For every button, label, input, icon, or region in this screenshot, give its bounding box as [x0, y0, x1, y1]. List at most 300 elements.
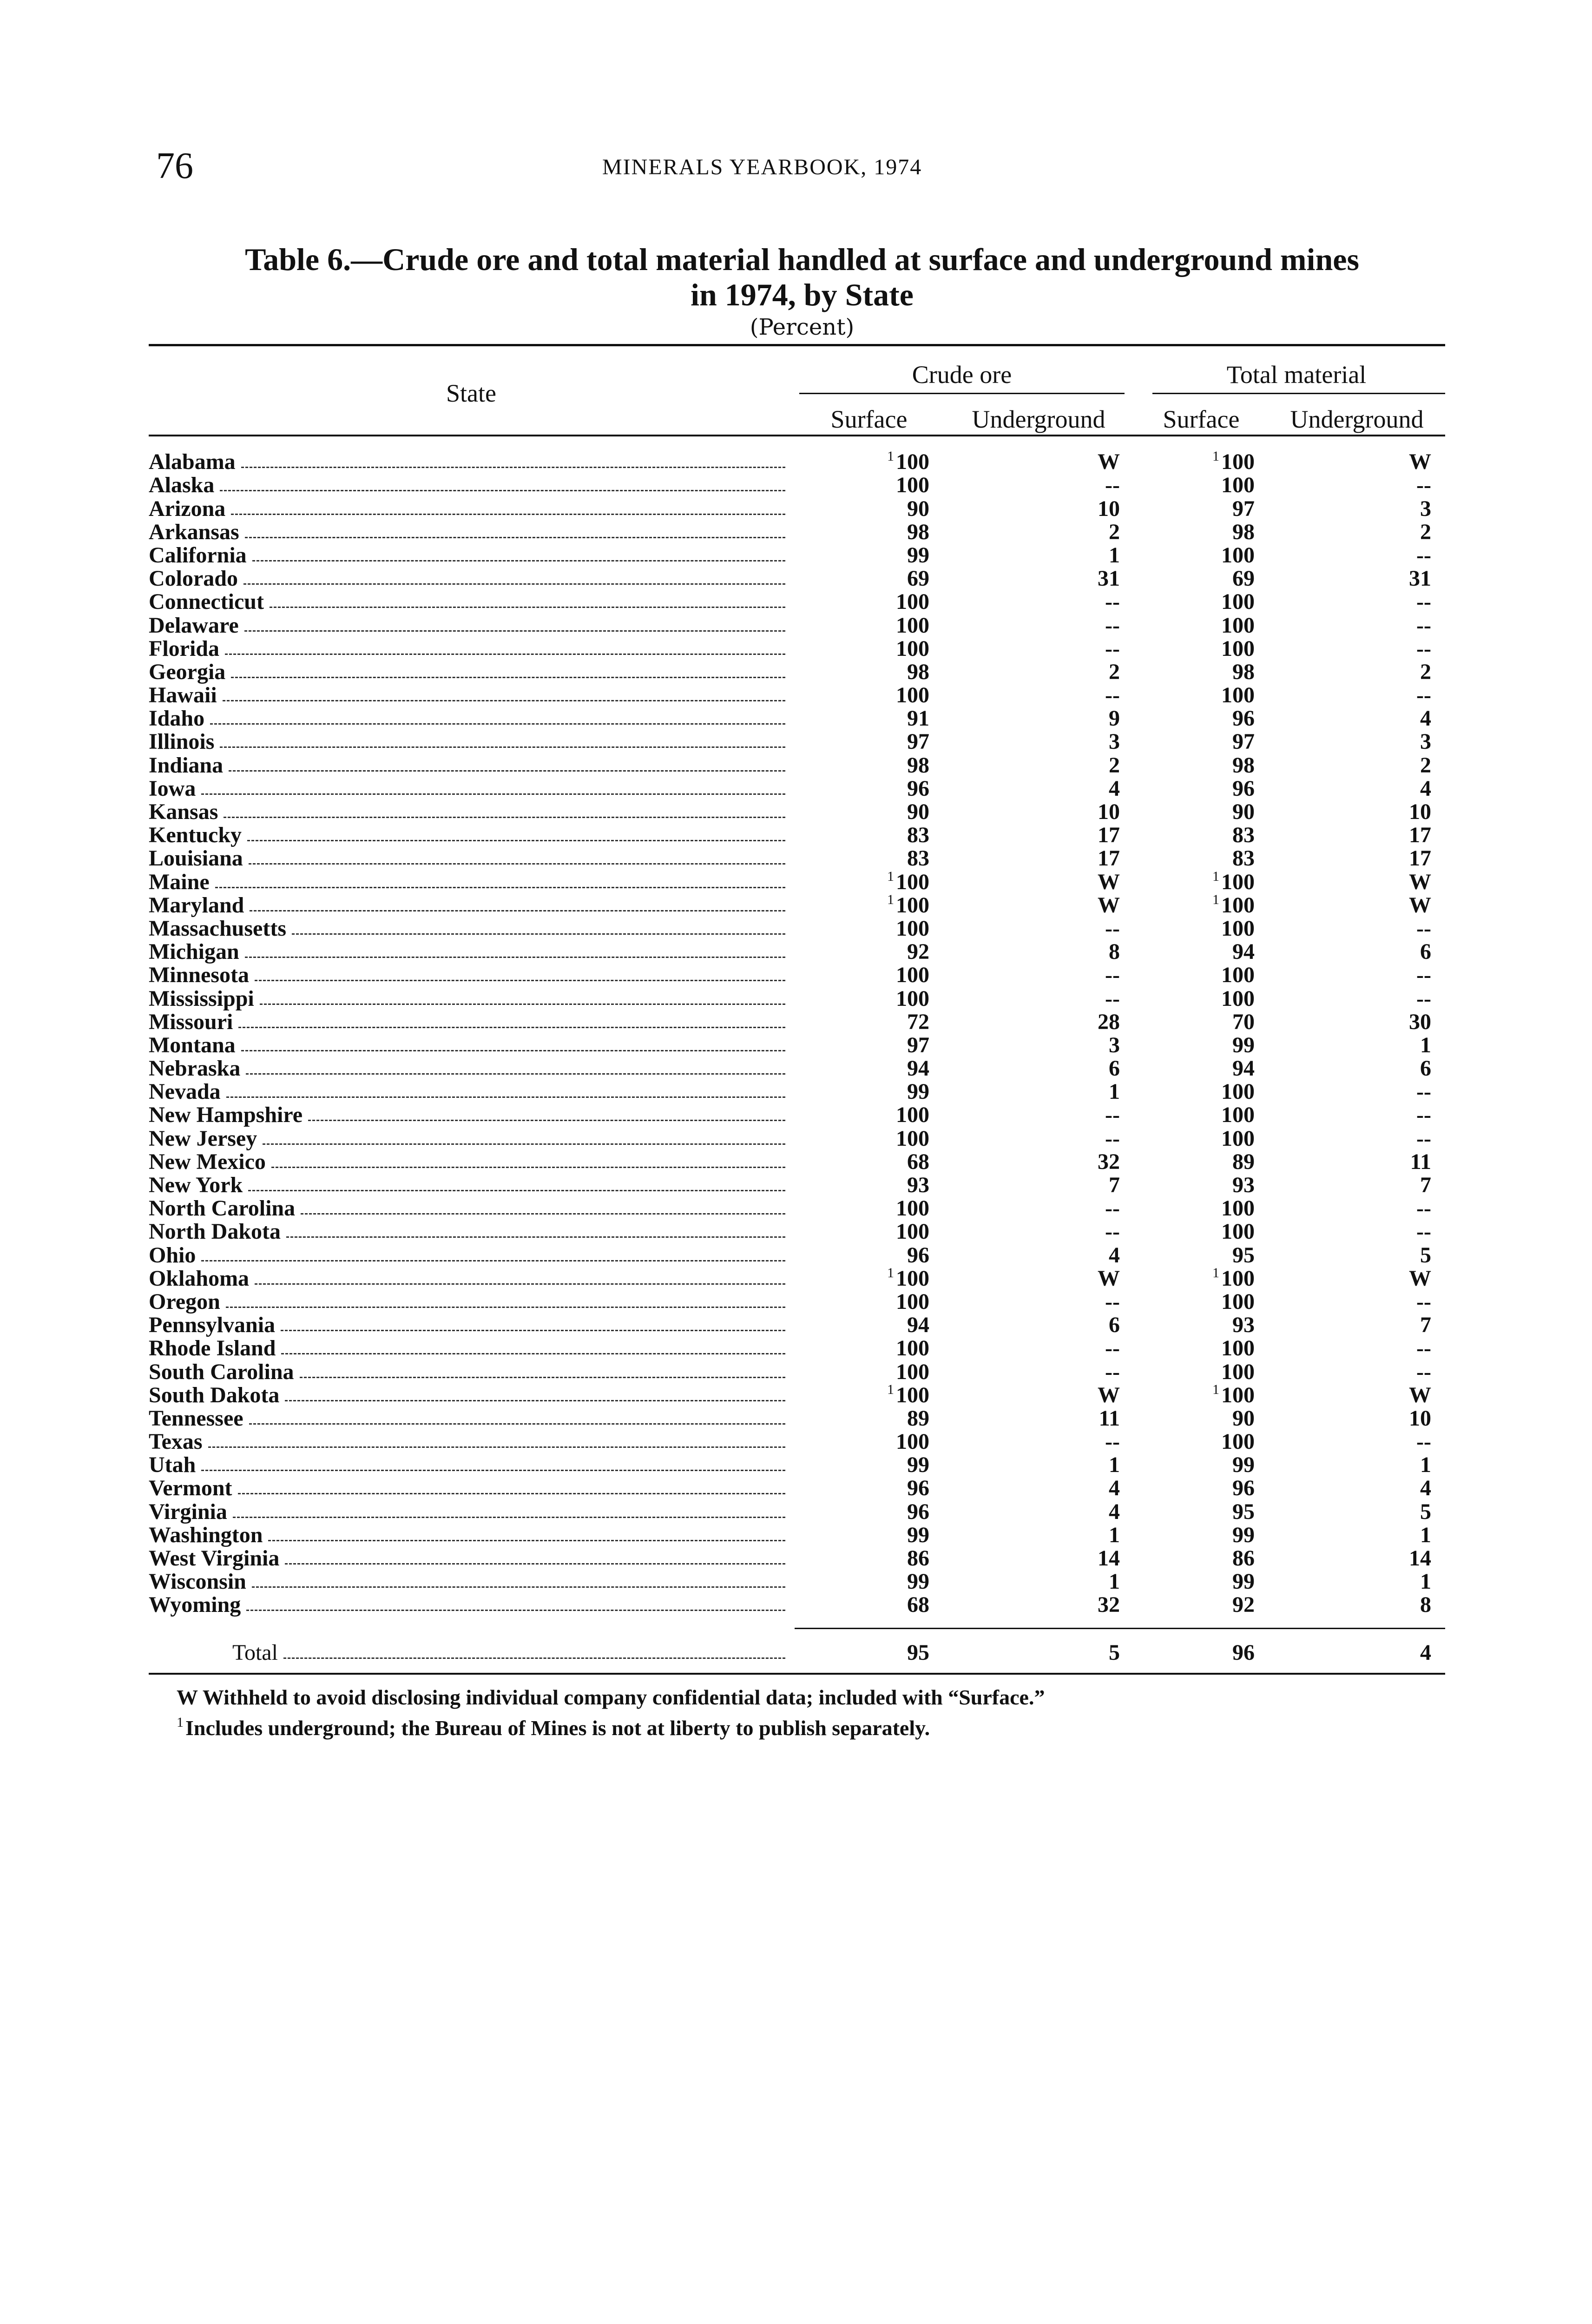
state-name: Mississippi	[149, 987, 254, 1010]
crude-underground-value: W	[1098, 1382, 1120, 1407]
state-cell	[149, 1034, 795, 1057]
total-surface-value: 99	[1232, 1522, 1255, 1547]
crude-surface-value: 100	[896, 589, 929, 614]
crude-underground-value: --	[1105, 1219, 1120, 1244]
leader-dots	[285, 1400, 785, 1401]
table-unit-subtitle: (Percent)	[750, 314, 855, 340]
leader-dots	[300, 1377, 785, 1378]
leader-dots	[231, 514, 785, 515]
state-column-header: State	[446, 379, 496, 407]
total-underground-value: 14	[1409, 1546, 1431, 1571]
total-surface-value: 100	[1221, 963, 1255, 988]
crude-surface-value: 68	[907, 1592, 929, 1618]
crude-surface-value: 100	[896, 869, 929, 894]
state-cell	[149, 1103, 795, 1127]
total-surface-value: 100	[1221, 473, 1255, 498]
crude-surface-value: 100	[896, 963, 929, 988]
state-cell	[149, 1360, 795, 1384]
crude-surface-value: 89	[907, 1406, 929, 1431]
total-underground-value: 8	[1420, 1592, 1431, 1618]
state-cell	[149, 590, 795, 614]
leader-dots	[246, 1610, 785, 1611]
crude-surface-value: 97	[907, 729, 929, 754]
total-underground-value: 7	[1420, 1313, 1431, 1338]
total-surface-value: 99	[1232, 1032, 1255, 1057]
leader-dots	[233, 1517, 785, 1518]
table-bottom-rule	[149, 1673, 1445, 1675]
page-number: 76	[156, 145, 193, 186]
state-name: Ohio	[149, 1243, 196, 1267]
crude-surface-value: 91	[907, 706, 929, 731]
crude-underground-value: --	[1105, 1359, 1120, 1384]
crude-surface-value: 100	[896, 892, 929, 918]
crude-surface-value: 83	[907, 823, 929, 848]
total-underground-value: --	[1416, 1289, 1431, 1314]
crude-surface-value: 100	[896, 1196, 929, 1221]
leader-dots	[201, 1260, 785, 1261]
total-underground-value: 17	[1409, 846, 1431, 871]
total-underground-value: W	[1409, 892, 1431, 918]
state-name: Rhode Island	[149, 1337, 276, 1360]
state-name: Idaho	[149, 707, 205, 731]
state-cell	[149, 1010, 795, 1034]
state-name: Minnesota	[149, 964, 249, 987]
crude-surface-value: 100	[896, 473, 929, 498]
footnote-marker: 1	[1212, 449, 1219, 464]
total-surface-value: 100	[1221, 636, 1255, 661]
state-cell	[149, 1430, 795, 1453]
total-underground-value: --	[1416, 963, 1431, 988]
leader-dots	[245, 537, 785, 538]
state-name: Montana	[149, 1033, 236, 1057]
crude-surface-value: 94	[907, 1313, 929, 1338]
crude-surface-value: 96	[907, 1242, 929, 1268]
crude-underground-value: --	[1105, 1103, 1120, 1128]
crude-underground-value: 10	[1098, 799, 1120, 824]
crude-underground-value: 4	[1109, 1476, 1120, 1501]
crude-surface-value: 100	[896, 683, 929, 708]
state-cell	[149, 497, 795, 521]
state-cell	[149, 544, 795, 567]
total-underground-value: --	[1416, 542, 1431, 568]
crude-surface-value: 100	[896, 1382, 929, 1407]
leader-dots	[201, 1470, 785, 1471]
total-surface-value: 100	[1221, 1359, 1255, 1384]
crude-surface-value: 99	[907, 1522, 929, 1547]
total-underground-value: 4	[1420, 706, 1431, 731]
crude-underground-value: 11	[1099, 1406, 1120, 1431]
table-title-line-2: in 1974, by State	[691, 277, 914, 312]
total-surface-value: 97	[1232, 496, 1255, 521]
state-cell	[149, 1500, 795, 1524]
leader-dots	[201, 793, 785, 795]
crude-surface-value: 96	[907, 1476, 929, 1501]
state-name: North Dakota	[149, 1220, 281, 1244]
total-underground-value: 1	[1420, 1522, 1431, 1547]
total-material-group-header: Total material	[1226, 361, 1367, 389]
total-crude-underground: 5	[1109, 1640, 1120, 1665]
state-cell	[149, 777, 795, 800]
crude-surface-value: 90	[907, 799, 929, 824]
state-name: Vermont	[149, 1477, 232, 1500]
crude-surface-value: 83	[907, 846, 929, 871]
state-name: Louisiana	[149, 847, 243, 871]
table-column-header	[149, 346, 1445, 435]
state-name: Wisconsin	[149, 1570, 246, 1594]
crude-underground-value: 1	[1109, 1522, 1120, 1547]
leader-dots	[220, 490, 785, 491]
state-cell	[149, 1407, 795, 1430]
total-material-underground: 4	[1420, 1640, 1431, 1665]
crude-surface-value: 100	[896, 1103, 929, 1128]
state-cell	[149, 964, 795, 987]
crude-underground-value: 2	[1109, 659, 1120, 684]
total-material-group-rule	[1152, 393, 1445, 394]
table-title-line-1: Table 6.—Crude ore and total material handled at surface and underground mines	[245, 242, 1359, 277]
state-name: Kentucky	[149, 824, 242, 847]
leader-dots	[255, 980, 785, 981]
crude-surface-value: 100	[896, 916, 929, 941]
crude-surface-value: 98	[907, 659, 929, 684]
leader-dots	[301, 1213, 785, 1215]
state-cell	[149, 684, 795, 707]
state-cell	[149, 917, 795, 940]
crude-underground-value: --	[1105, 916, 1120, 941]
total-underground-value: --	[1416, 1126, 1431, 1151]
page-header	[156, 145, 1457, 201]
leader-dots	[215, 887, 785, 888]
table-title-block	[156, 242, 1448, 340]
state-name: Kansas	[149, 800, 218, 824]
total-underground-value: --	[1416, 916, 1431, 941]
state-cell	[149, 1337, 795, 1360]
state-name: Colorado	[149, 567, 238, 591]
state-cell	[149, 824, 795, 847]
state-name: New Mexico	[149, 1150, 266, 1174]
footnote-marker: 1	[887, 449, 894, 464]
total-underground-value: --	[1416, 589, 1431, 614]
state-name: Oklahoma	[149, 1267, 250, 1290]
total-surface-value: 100	[1221, 613, 1255, 638]
state-cell	[149, 1080, 795, 1103]
state-name: California	[149, 543, 247, 567]
total-underground-value: 7	[1420, 1173, 1431, 1197]
crude-surface-value: 94	[907, 1056, 929, 1081]
state-cell	[149, 660, 795, 684]
state-name: Arizona	[149, 497, 226, 521]
leader-dots	[208, 1446, 785, 1448]
crude-underground-value: 7	[1109, 1173, 1120, 1197]
crude-underground-value: 17	[1098, 846, 1120, 871]
total-crude-surface: 95	[907, 1640, 929, 1665]
total-surface-value: 92	[1232, 1592, 1255, 1618]
leader-dots	[281, 1330, 785, 1331]
total-surface-value: 70	[1232, 1009, 1255, 1034]
state-cell	[149, 1220, 795, 1243]
state-name: Alaska	[149, 474, 215, 497]
leader-dots	[252, 560, 785, 561]
leader-dots	[263, 1143, 785, 1145]
crude-underground-value: --	[1105, 1289, 1120, 1314]
total-surface-header: Surface	[1163, 405, 1240, 433]
crude-underground-value: W	[1098, 449, 1120, 475]
leader-dots	[285, 1563, 785, 1565]
total-underground-value: --	[1416, 1219, 1431, 1244]
state-cell	[149, 940, 795, 964]
state-name: Maine	[149, 870, 210, 894]
total-underground-value: W	[1409, 869, 1431, 894]
crude-underground-value: 32	[1098, 1592, 1120, 1618]
total-underground-value: --	[1416, 473, 1431, 498]
total-underground-value: --	[1416, 1079, 1431, 1104]
total-underground-value: 31	[1409, 566, 1431, 591]
total-underground-value: --	[1416, 1359, 1431, 1384]
state-cell	[149, 1547, 795, 1570]
table-body	[149, 436, 1445, 1617]
total-surface-value: 100	[1221, 1336, 1255, 1361]
state-name: New Jersey	[149, 1127, 257, 1150]
state-cell	[149, 894, 795, 917]
total-underground-value: W	[1409, 449, 1431, 475]
total-surface-value: 83	[1232, 823, 1255, 848]
total-surface-value: 100	[1221, 1079, 1255, 1104]
state-name: New Hampshire	[149, 1103, 303, 1127]
leader-dots	[255, 1283, 785, 1285]
state-name: Wyoming	[149, 1593, 241, 1617]
state-cell	[149, 1384, 795, 1407]
total-surface-value: 100	[1221, 1219, 1255, 1244]
crude-surface-value: 100	[896, 1289, 929, 1314]
state-cell	[149, 637, 795, 660]
crude-underground-value: --	[1105, 1429, 1120, 1454]
footnote-1-marker: 1	[177, 1714, 184, 1730]
total-surface-value: 89	[1232, 1149, 1255, 1174]
state-name: Pennsylvania	[149, 1314, 276, 1337]
total-surface-value: 100	[1221, 589, 1255, 614]
crude-surface-value: 100	[896, 1266, 929, 1291]
state-name: Massachusetts	[149, 917, 286, 940]
crude-underground-value: 17	[1098, 823, 1120, 848]
leader-dots	[243, 583, 785, 585]
crude-surface-value: 100	[896, 1126, 929, 1151]
total-underground-value: 3	[1420, 496, 1431, 521]
leader-dots	[226, 1307, 785, 1308]
total-surface-value: 100	[1221, 1103, 1255, 1128]
leader-dots	[238, 1027, 785, 1028]
crude-underground-value: 10	[1098, 496, 1120, 521]
crude-surface-value: 93	[907, 1173, 929, 1197]
crude-surface-value: 100	[896, 986, 929, 1011]
state-cell	[149, 754, 795, 777]
crude-underground-value: --	[1105, 1126, 1120, 1151]
total-surface-value: 96	[1232, 1476, 1255, 1501]
total-surface-value: 83	[1232, 846, 1255, 871]
state-cell	[149, 847, 795, 870]
total-surface-cell	[1134, 1588, 1269, 1617]
crude-underground-value: 14	[1098, 1546, 1120, 1571]
total-surface-value: 100	[1221, 683, 1255, 708]
footnote-1-text: Includes underground; the Bureau of Mines is not at liberty to publish separately.	[185, 1716, 930, 1740]
total-surface-value: 100	[1221, 892, 1255, 918]
crude-underground-value: 3	[1109, 729, 1120, 754]
state-name: North Carolina	[149, 1197, 296, 1221]
crude-surface-value: 99	[907, 542, 929, 568]
leader-dots	[268, 1540, 785, 1541]
state-name: Delaware	[149, 614, 239, 637]
state-cell	[149, 1524, 795, 1547]
state-cell	[149, 614, 795, 637]
state-name: Nevada	[149, 1080, 221, 1104]
total-surface-value: 100	[1221, 986, 1255, 1011]
crude-underground-value: W	[1098, 892, 1120, 918]
state-cell	[149, 1174, 795, 1197]
total-underground-value: --	[1416, 636, 1431, 661]
total-underground-value: --	[1416, 986, 1431, 1011]
state-cell	[149, 567, 795, 590]
crude-surface-value: 99	[907, 1079, 929, 1104]
state-name: Hawaii	[149, 684, 217, 707]
crude-underground-value: 1	[1109, 1079, 1120, 1104]
crude-surface-value: 100	[896, 613, 929, 638]
total-underground-value: 2	[1420, 519, 1431, 544]
total-surface-value: 90	[1232, 1406, 1255, 1431]
total-underground-value: 30	[1409, 1009, 1431, 1034]
total-surface-value: 97	[1232, 729, 1255, 754]
crude-underground-value: 1	[1109, 542, 1120, 568]
crude-underground-value: --	[1105, 613, 1120, 638]
state-cell	[149, 1150, 795, 1174]
total-underground-value: --	[1416, 1429, 1431, 1454]
leader-dots	[292, 933, 785, 935]
total-surface-value: 96	[1232, 776, 1255, 801]
crude-underground-value: --	[1105, 683, 1120, 708]
crude-underground-value: --	[1105, 636, 1120, 661]
leader-dots	[231, 677, 785, 678]
state-name: New York	[149, 1174, 243, 1197]
crude-surface-value: 96	[907, 776, 929, 801]
running-head: MINERALS YEARBOOK, 1974	[602, 155, 922, 179]
footnote-w: W Withheld to avoid disclosing individual company confidential data; included with “Surface.”	[177, 1685, 1045, 1709]
total-rule	[795, 1628, 1445, 1629]
crude-surface-value: 96	[907, 1499, 929, 1524]
state-name: South Carolina	[149, 1360, 294, 1384]
total-surface-value: 100	[1221, 1289, 1255, 1314]
crude-underground-value: 3	[1109, 1032, 1120, 1057]
total-surface-value: 99	[1232, 1569, 1255, 1594]
crude-surface-value: 100	[896, 1336, 929, 1361]
crude-underground-value: 1	[1109, 1452, 1120, 1478]
total-underground-value: --	[1416, 613, 1431, 638]
crude-underground-value: --	[1105, 1336, 1120, 1361]
state-cell	[149, 474, 795, 497]
state-name: Washington	[149, 1523, 263, 1547]
crude-underground-value: 8	[1109, 939, 1120, 964]
footnote-1	[177, 1710, 1445, 1741]
total-underground-value: 1	[1420, 1452, 1431, 1478]
footnote-marker: 1	[1212, 1381, 1219, 1397]
total-surface-value: 100	[1221, 1266, 1255, 1291]
total-underground-value: W	[1409, 1266, 1431, 1291]
total-surface-value: 100	[1221, 916, 1255, 941]
crude-underground-value: 31	[1098, 566, 1120, 591]
total-underground-value: W	[1409, 1382, 1431, 1407]
state-name: Connecticut	[149, 590, 264, 614]
total-underground-value: --	[1416, 683, 1431, 708]
crude-ore-group-rule	[799, 393, 1125, 394]
total-underground-value: --	[1416, 1196, 1431, 1221]
total-surface-value: 100	[1221, 1382, 1255, 1407]
state-cell	[149, 1057, 795, 1080]
crude-underground-value: --	[1105, 963, 1120, 988]
total-underground-value: 5	[1420, 1242, 1431, 1268]
total-surface-value: 93	[1232, 1173, 1255, 1197]
crude-surface-value: 72	[907, 1009, 929, 1034]
crude-surface-value: 100	[896, 636, 929, 661]
state-cell	[149, 1453, 795, 1477]
leader-dots	[244, 630, 785, 632]
state-name: Iowa	[149, 777, 196, 800]
state-name: Oregon	[149, 1290, 220, 1314]
state-cell	[149, 800, 795, 824]
crude-underground-value: 6	[1109, 1056, 1120, 1081]
state-name: Georgia	[149, 660, 226, 684]
crude-underground-value: --	[1105, 1196, 1120, 1221]
crude-surface-value: 92	[907, 939, 929, 964]
leader-dots	[246, 1073, 785, 1075]
state-name: South Dakota	[149, 1383, 280, 1407]
leader-dots	[271, 1167, 785, 1168]
crude-surface-value: 99	[907, 1452, 929, 1478]
crude-underground-value: --	[1105, 473, 1120, 498]
total-row	[149, 1628, 1445, 1664]
total-surface-value: 93	[1232, 1313, 1255, 1338]
leader-dots	[249, 863, 785, 865]
state-cell	[149, 1314, 795, 1337]
total-underground-value: 1	[1420, 1032, 1431, 1057]
crude-surface-value: 99	[907, 1569, 929, 1594]
state-name: Texas	[149, 1430, 203, 1454]
crude-underground-value: 4	[1109, 776, 1120, 801]
crude-underground-value: --	[1105, 986, 1120, 1011]
state-cell	[149, 707, 795, 730]
crude-surface-cell	[795, 1588, 943, 1617]
total-surface-value: 95	[1232, 1242, 1255, 1268]
state-cell	[149, 1244, 795, 1267]
total-surface-value: 90	[1232, 799, 1255, 824]
total-underground-value: 3	[1420, 729, 1431, 754]
leader-dots	[247, 840, 785, 841]
total-section	[149, 1628, 1445, 1664]
total-surface-value: 99	[1232, 1452, 1255, 1478]
footnote-marker: 1	[887, 1265, 894, 1281]
total-surface-value: 69	[1232, 566, 1255, 591]
state-name: Virginia	[149, 1500, 227, 1524]
total-surface-value: 86	[1232, 1546, 1255, 1571]
total-underground-header: Underground	[1290, 405, 1424, 433]
state-cell	[149, 450, 795, 474]
state-cell	[149, 1570, 795, 1593]
leader-dots	[249, 1423, 785, 1425]
footnote-marker: 1	[887, 1381, 894, 1397]
state-name: Arkansas	[149, 520, 239, 544]
state-name: Tennessee	[149, 1406, 243, 1430]
total-surface-value: 100	[1221, 449, 1255, 475]
total-surface-value: 100	[1221, 542, 1255, 568]
state-name: Nebraska	[149, 1057, 241, 1081]
crude-underground-header: Underground	[972, 405, 1105, 433]
total-underground-value: 6	[1420, 1056, 1431, 1081]
total-underground-value: 10	[1409, 799, 1431, 824]
